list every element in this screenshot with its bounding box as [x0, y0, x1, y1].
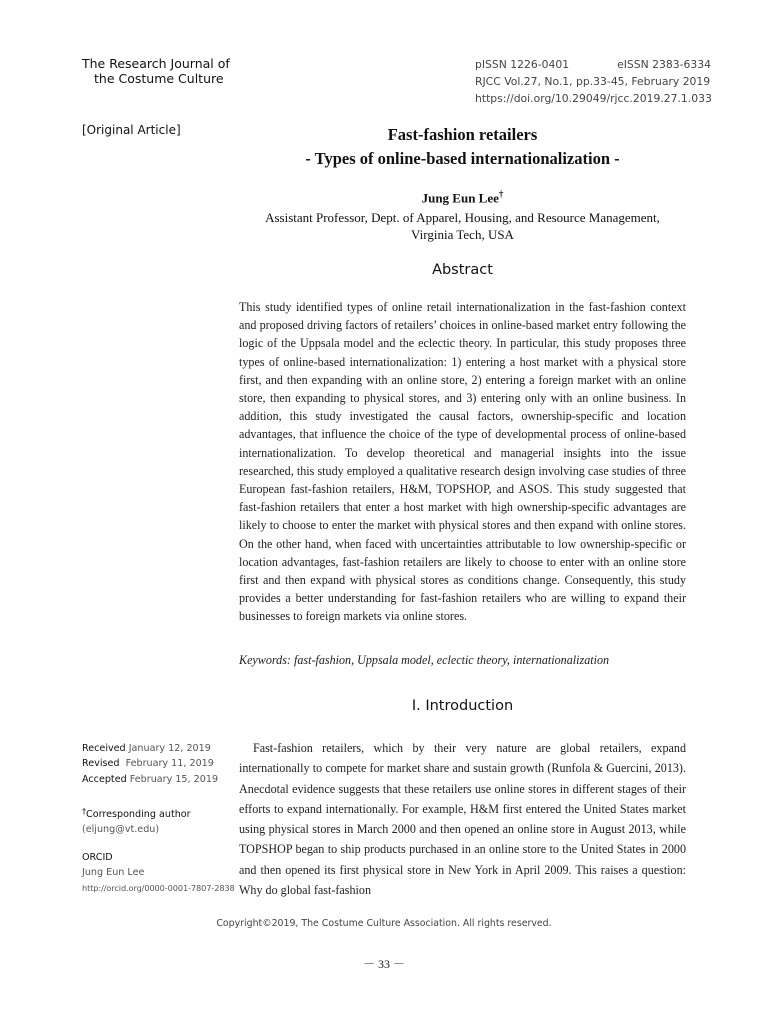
orcid-url[interactable]: http://orcid.org/0000-0001-7807-2838: [82, 882, 235, 893]
orcid-block: [82, 850, 235, 896]
page-number: － 33 －: [362, 957, 405, 971]
abstract-text: This study identified types of online retail internationalization in the fast-fashion context and proposed driving factors of retailers’ choices in online-based market entry following the logic of the Uppsala model and the eclectic theory. In particular, this study proposes three types of online-based internationalization: 1) entering a host market with a physical store first, and then expanding with an online store, 2) entering a foreign market with an online store, then expanding to physical stores, and 3) entering only with an online business. In addition, this study investigated the causal factors, ownership-specific and location advantages, that influence the choice of the type of developmental process of online-based internationalization. To develop theoretical and managerial insights into the issue researched, this study employed a qualitative research design involving case studies of three European fast-fashion retailers, H&M, TOPSHOP, and ASOS. This study suggested that fast-fashion retailers that enter a host market with high ownership-specific advantages are likely to choose to enter the market with physical stores and then expand with online stores. On the other hand, when faced with uncertainties attributable to low ownership-specific or location advantages, fast-fashion retailers are likely to choose to enter with an online store first and then expand with physical stores as conditions change. Consequently, this study provides a better understanding for fast-fashion retailers who are willing to expand their businesses to foreign markets via online stores.: [239, 300, 686, 624]
volume-info: RJCC Vol.27, No.1, pp.33-45, February 2019: [475, 75, 711, 88]
author-name-text: Jung Eun Lee: [421, 190, 499, 206]
orcid-name: Jung Eun Lee: [82, 867, 145, 879]
orcid-label: ORCID: [82, 852, 113, 863]
revised-date: February 11, 2019: [125, 758, 214, 770]
introduction-text: Fast-fashion retailers, which by their very nature are global retailers, expand internationally to compete for market share and sustain growth (Runfola & Guercini, 2013). Anecdotal evidence suggests that these retailers use online stores in different stages of their efforts to expand internationally. For example, H&M first entered the United States market using physical stores in March 2000 and then opened an online store in August 2013, while TOPSHOP began to ship products purchased in an online store to the United States in 2000 and then opened its first physical store in New York in April 2009. This raises a question: Why do global fast-fashion: [239, 741, 686, 898]
received-date: January 12, 2019: [128, 743, 211, 754]
article-title: Fast-fashion retailers: [387, 125, 538, 144]
accepted-label: Accepted: [82, 773, 127, 785]
corr-mark: †: [82, 807, 86, 816]
introduction-heading: I. Introduction: [411, 698, 514, 714]
journal-name: [82, 56, 230, 86]
title-block: [230, 123, 695, 243]
journal-name-line1: The Research Journal of: [82, 56, 230, 71]
article-type: [Original Article]: [82, 123, 181, 137]
abstract-heading: Abstract: [432, 262, 493, 278]
corr-label: Corresponding author: [86, 809, 191, 820]
author-affiliation-line2: Virginia Tech, USA: [411, 227, 514, 243]
corresponding-mark: †: [498, 189, 504, 199]
eissn: eISSN 2383-6334: [617, 58, 712, 71]
received-label: Received: [82, 743, 126, 754]
article-dates: [82, 741, 218, 787]
corr-email[interactable]: (eljung@vt.edu): [82, 824, 160, 836]
keywords: Keywords: fast-fashion, Uppsala model, eclectic theory, internationalization: [239, 653, 610, 667]
article-subtitle: - Types of online-based internationalization -: [305, 149, 620, 168]
accepted-date: February 15, 2019: [129, 773, 219, 785]
copyright: Copyright©2019, The Costume Culture Association. All rights reserved.: [216, 918, 552, 929]
doi-link[interactable]: https://doi.org/10.29049/rjcc.2019.27.1.033: [475, 92, 712, 105]
revised-label: Revised: [82, 758, 120, 770]
author-affiliation-line1: Assistant Professor, Dept. of Apparel, Housing, and Resource Management,: [265, 210, 660, 226]
author-name: [230, 185, 695, 207]
publication-info: [475, 56, 712, 107]
journal-name-line2: the Costume Culture: [94, 71, 224, 86]
corresponding-author: [82, 804, 191, 838]
pissn: pISSN 1226-0401: [475, 58, 570, 71]
